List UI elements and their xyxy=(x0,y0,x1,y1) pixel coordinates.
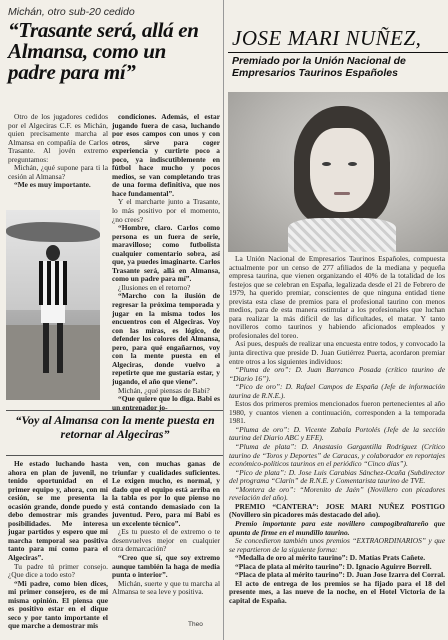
right-paragraph: “Pluma de oro”: D. Juan Barranco Posada (crítico taurino de “Diario 16”). xyxy=(229,365,445,383)
question: Michán, ¿qué supone para ti la cesión al Almansa? xyxy=(8,163,108,181)
answer: condiciones. Además, el estar jugando fuera de casa, luchando por esos campos con unos y con otros, sirve para coger experiencia y curtirte poco a poco, ya indiscutiblemente en fútbol hace mucho y pocos medios, se van completando tras de una forma definitiva, que nos hace fundamental”. xyxy=(112,112,220,198)
answer: He estado luchando hasta ahora en plan de juvenil, no tenido oportunidad en el primer equipo y, ahora, con mi cesión, se me presenta la ocasión grande, donde puedo y debo demostrar mis grandes posibilidades. Me interesa jugar partidos y espero que mi marcha temporal sea positiva tanto para mí como para el Algeciras”. xyxy=(8,459,108,563)
left-column-2 xyxy=(112,113,220,412)
right-paragraph: Estos dos primeros premios mencionados fueron pertenecientes al año 1980, y cuantos vienen a continuación, corresponden a la temporada 1981. xyxy=(229,399,445,426)
left-column-4 xyxy=(112,460,220,597)
question: Michán, suerte y que tu marcha al Almansa te sea leve y positiva. xyxy=(112,578,220,597)
right-paragraph: “Placa de plata al mérito taurino”: D. Juan Jose Izarra del Corral. xyxy=(235,570,445,580)
answer: “Hombre, claro. Carlos como persona es un fuera de serie, maravilloso; como futbolista cualquier comentario sobra, así que, ya puedes imaginarte. Carlos Trasante será, allá en Almansa, como un padre para mí”. xyxy=(112,223,220,284)
pull-quote: “Voy al Almansa con la mente puesta en retornar al Algeciras” xyxy=(15,413,215,441)
question: Tu padre tú primer consejo. ¿Que dice a todo esto? xyxy=(8,561,108,580)
paragraph: Otro de los jugadores cedidos por el Algeciras C.F. es Michán, quien precisamente marcha al Almansa en compañía de Carlos Trasante. Al jovén extremo preguntamos: xyxy=(8,112,108,164)
right-paragraph: La Unión Nacional de Empresarios Taurinos Españoles, compuesta actualmente por un censo de 277 afiliados de la mediana y pequeña empresa taurina, que vienen organizando el 40% de la totalidad de los festejos que se celebran en España, legalizada desde el 21 de Febrero de 1979, ha querido premiar, conscientes de que ninguna entidad tiene prevista esta clase de premios para el profesional taurino con menos medios, para de esta manera estimular a los profesionales que luchan para realizar la más difícil de las dificultades, el matar. Y tanto novilleros como taurinos y habiendo aficionados empleados y profesionales del toreo. xyxy=(229,254,445,340)
right-paragraph: “Pluma de plata”: D. Anastasio Gargantilla Rodríguez (Crítico taurino de “Toros y Deportes” de Caracas, y colaborador en reportajes económico-políticos taurinos en el periódico “Cinco días”). xyxy=(229,442,445,469)
right-paragraph: “Pico de plata”: D. Jose Luis Carabias Sánchez-Ocaña (Subdirector del programa “Clarín” de R.N.E. y Comentarista taurino de TVE. xyxy=(229,467,445,486)
question: ¿Es tu puesto el de extremo o te desenvuelves mejor en cualquier otra demarcación? xyxy=(112,527,220,554)
right-paragraph: “Pico de oro”: D. Rafael Campos de España (Jefe de información taurina de R.N.E.). xyxy=(229,382,445,400)
right-paragraph: “Montera de oro”: “Morenito de Jaén” (Novillero con picadores revelación del año). xyxy=(229,484,445,503)
bullfighter-portrait xyxy=(228,92,448,252)
author-signature: Theo xyxy=(188,621,203,628)
right-paragraph: El acto de entrega de los premios se ha fijado para el 18 del presente mes, a las nueve de la noche, en el Hotel Victoria de la capital de España. xyxy=(229,578,445,605)
right-article-title: JOSE MARI NUÑEZ, xyxy=(232,26,422,50)
right-paragraph: Así pues, después de realizar una encuesta entre todos, y convocado la junta directiva que preside D. Juan Gutiérrez Puerta, acordaron premiar entre otros a los siguientes individuos: xyxy=(229,339,445,366)
question: ¿Ilusiones en el retorno? xyxy=(118,282,191,292)
question: Michán, ¿qué piensas de Babi? xyxy=(118,385,210,395)
title-rule xyxy=(228,52,448,53)
answer: “Que quiere que lo diga. Babi es un entrenador jo- xyxy=(112,394,220,412)
answer: “Marcho con la ilusión de regresar la próxima temporada y jugar en la misma todos los encuentros con el Algeciras. Voy con las miras, es lógico, de defender los colores del Almansa, pero, para qué engañarnos, voy con la mente puesta en el Algeciras, donde vuelvo a repetirte que me gustaría estar, y jugando, el año que viene”. xyxy=(112,291,220,386)
right-paragraph: “Placa de plata al mérito taurino”: D. Ignacio Aguirre Borrell. xyxy=(235,561,432,571)
article-headline: “Trasante será, allá en Almansa, como un padre para mí” xyxy=(8,18,199,84)
right-paragraph: “Medalla de oro al mérito taurino”: D. Matías Prats Cañete. xyxy=(235,553,426,563)
left-column-1 xyxy=(8,113,108,190)
answer: “Mi padre, como bien dices, mi primer consejero, es de mi misma opinión. El piensa que es positivo estar en el dique seco y por tanto importante el que marche a demostrar mis xyxy=(8,578,108,631)
article-kicker: Michán, otro sub-20 cedido xyxy=(8,6,135,18)
question: Y el marcharte junto a Trasante, lo más positivo por el momento, ¿no crees? xyxy=(112,197,220,224)
right-paragraph: “Pluma de oro”: D. Vicente Zabala Portolés (Jefe de la sección taurina del Diario ABC y EFE). xyxy=(229,424,445,443)
right-article-subtitle: Premiado por la Unión Nacional de Empresarios Taurinos Españoles xyxy=(232,55,406,79)
right-paragraph: Se concedieron también unos premios “EXTRAORDINARIOS” y que se repartieron de la siguiente forma: xyxy=(229,536,445,554)
answer: ven, con muchas ganas de triunfar y cualidades suficientes. Le exigen mucho, es normal, y dado que el equipo está arriba en la tabla es por lo que pienso no está contando demasiado con la juventud. Pero, para mí Babi es un excelente técnico”. xyxy=(112,459,220,528)
left-column-3 xyxy=(8,460,108,631)
column-divider xyxy=(223,0,224,640)
answer: “Creo que sí, que soy extremo aunque también la haga de media punta o interior”. xyxy=(112,553,220,580)
right-article-body xyxy=(229,255,445,605)
player-photo xyxy=(6,210,100,400)
right-paragraph: PREMIO “CANTERA”: JOSE MARI NUÑEZ POSTIGO (Novillero sin picadores más destacado del año). xyxy=(229,501,445,520)
right-paragraph: Premio importante para este novillero campogibraltareño que apunta de firme en el mundillo taurino. xyxy=(229,518,445,537)
answer: “Me es muy importante. xyxy=(14,180,91,190)
footballer-figure xyxy=(36,245,70,385)
